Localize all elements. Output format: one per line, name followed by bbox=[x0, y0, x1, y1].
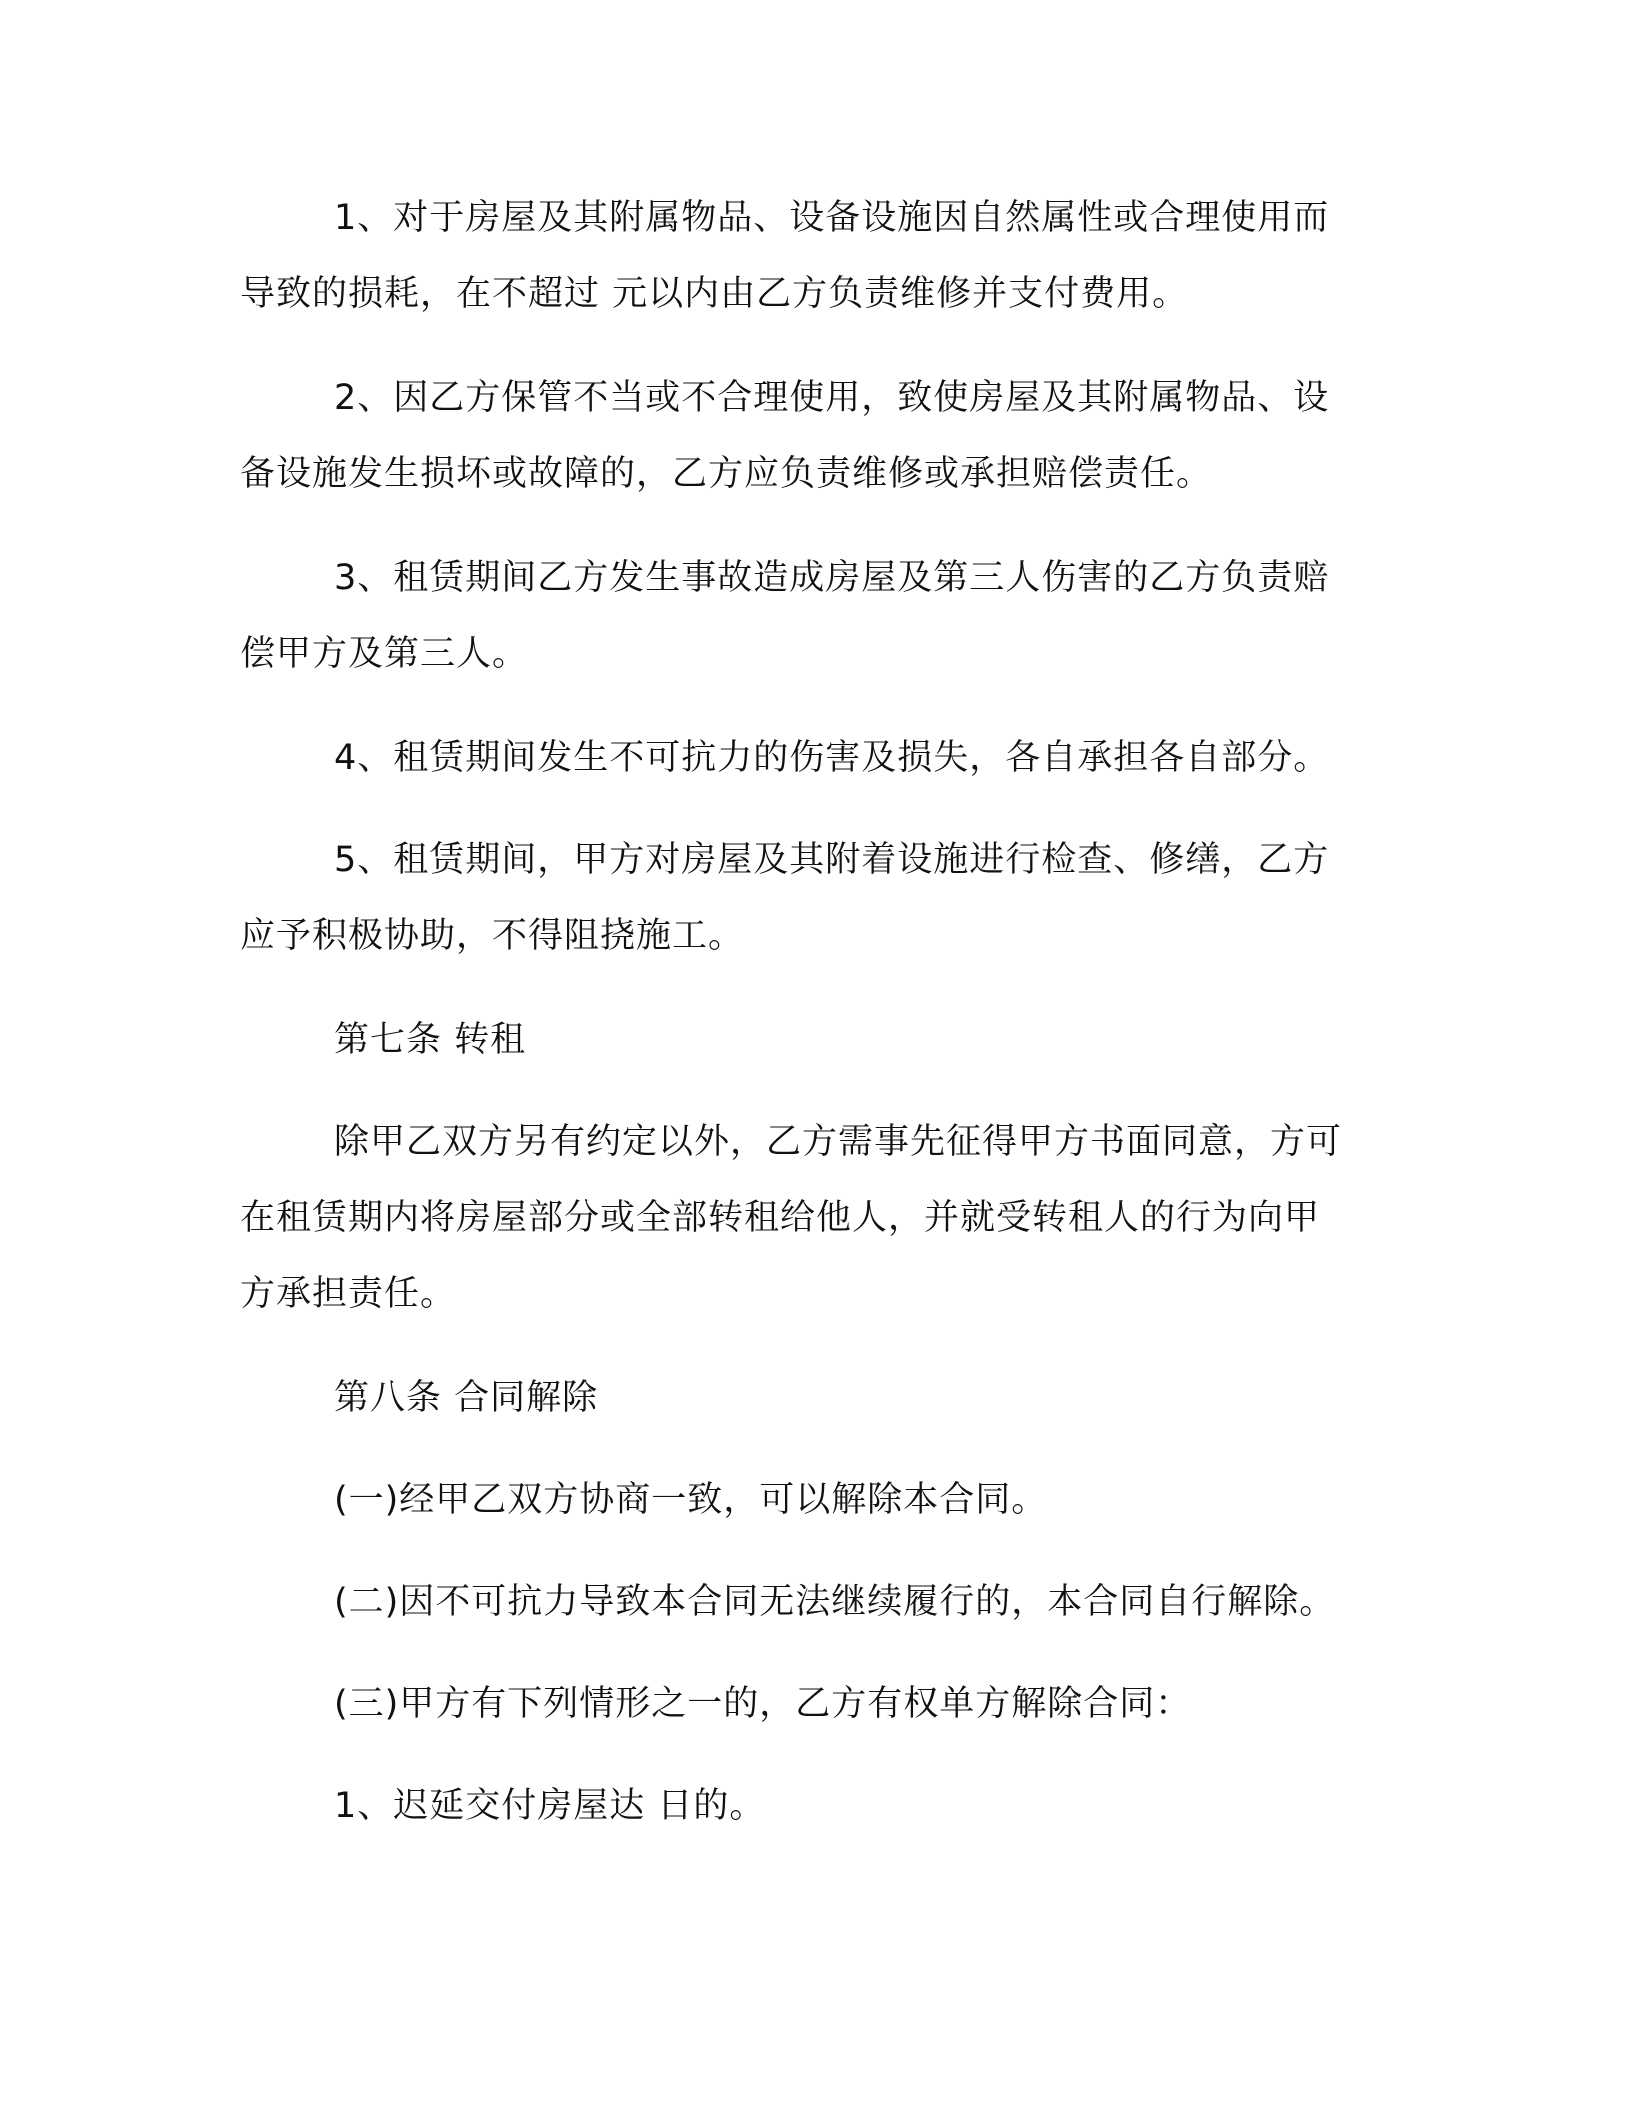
clause-5-line-2: 应予积极协助，不得阻挠施工。 bbox=[240, 916, 745, 956]
clause-1-line-2: 导致的损耗，在不超过 元以内由乙方负责维修并支付费用。 bbox=[240, 274, 1189, 314]
sublease-line-1: 除甲乙双方另有约定以外，乙方需事先征得甲方书面同意，方可 bbox=[334, 1122, 1343, 1162]
termination-item-3: (三)甲方有下列情形之一的，乙方有权单方解除合同： bbox=[334, 1684, 1192, 1724]
termination-sub-item-1: 1、迟延交付房屋达 日的。 bbox=[334, 1786, 766, 1826]
termination-item-1: (一)经甲乙双方协商一致，可以解除本合同。 bbox=[334, 1480, 1048, 1520]
clause-4-line-1: 4、租赁期间发生不可抗力的伤害及损失，各自承担各自部分。 bbox=[334, 738, 1330, 778]
clause-2-line-1: 2、因乙方保管不当或不合理使用，致使房屋及其附属物品、设 bbox=[334, 378, 1330, 418]
termination-item-2: (二)因不可抗力导致本合同无法继续履行的，本合同自行解除。 bbox=[334, 1582, 1336, 1622]
sublease-line-3: 方承担责任。 bbox=[240, 1274, 457, 1314]
clause-3-line-1: 3、租赁期间乙方发生事故造成房屋及第三人伤害的乙方负责赔 bbox=[334, 558, 1330, 598]
article-8-heading: 第八条 合同解除 bbox=[334, 1378, 599, 1418]
clause-1-line-1: 1、对于房屋及其附属物品、设备设施因自然属性或合理使用而 bbox=[334, 198, 1330, 238]
article-7-heading: 第七条 转租 bbox=[334, 1020, 527, 1060]
clause-3-line-2: 偿甲方及第三人。 bbox=[240, 634, 529, 674]
sublease-line-2: 在租赁期内将房屋部分或全部转租给他人，并就受转租人的行为向甲 bbox=[240, 1198, 1321, 1238]
clause-2-line-2: 备设施发生损坏或故障的，乙方应负责维修或承担赔偿责任。 bbox=[240, 454, 1213, 494]
clause-5-line-1: 5、租赁期间，甲方对房屋及其附着设施进行检查、修缮，乙方 bbox=[334, 840, 1330, 880]
